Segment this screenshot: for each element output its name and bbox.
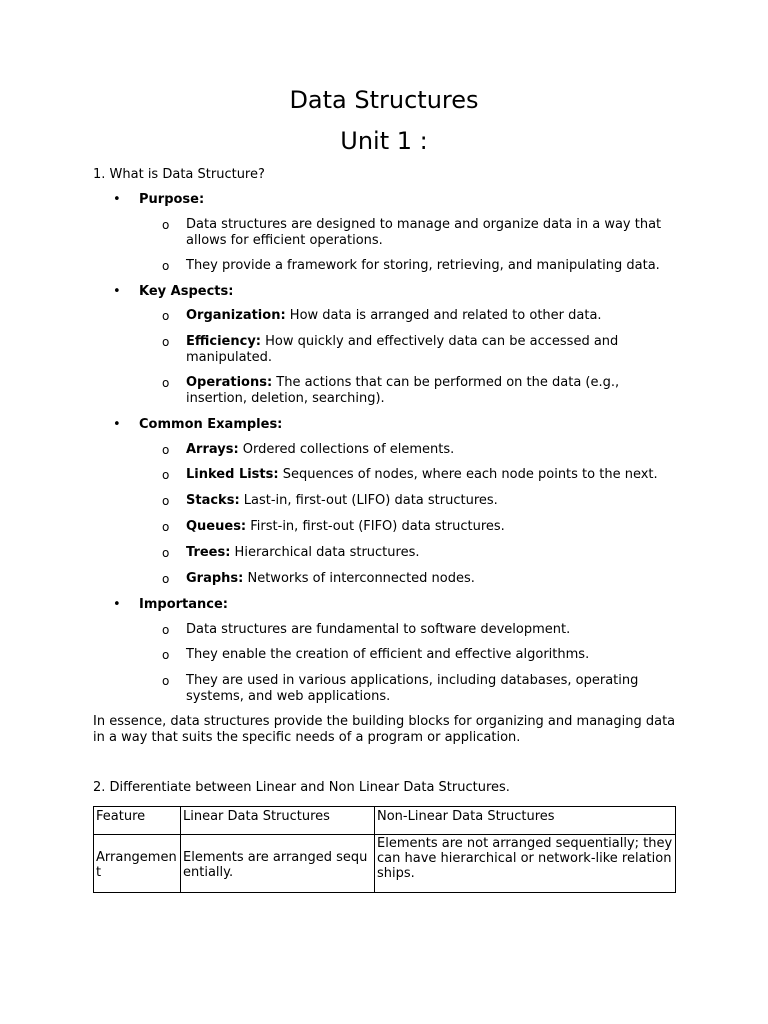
list-item-term: Arrays:	[186, 442, 239, 457]
sub-bullet-marker: o	[162, 520, 170, 534]
list-item	[186, 258, 666, 274]
list-item-term: Efficiency:	[186, 334, 261, 349]
list-item	[186, 442, 666, 458]
list-item-text: They provide a framework for storing, retrieving, and manipulating data.	[186, 258, 660, 273]
list-item-term: Stacks:	[186, 493, 240, 508]
document-title: Data Structures	[289, 86, 479, 114]
sub-bullet-marker: o	[162, 335, 170, 349]
list-item-text: They are used in various applications, including databases, operating systems, and web applications.	[186, 673, 639, 704]
sub-bullet-marker: o	[162, 376, 170, 390]
sub-bullet-marker: o	[162, 218, 170, 232]
list-item-term: Graphs:	[186, 571, 244, 586]
sub-bullet-marker: o	[162, 259, 170, 273]
list-item	[186, 334, 666, 366]
list-item	[186, 308, 666, 324]
list-item	[186, 673, 666, 705]
sub-bullet-marker: o	[162, 468, 170, 482]
list-item	[186, 519, 666, 535]
list-item-text: How quickly and effectively data can be accessed and manipulated.	[186, 334, 619, 365]
bullet-marker: •	[113, 284, 121, 299]
sub-bullet-marker: o	[162, 623, 170, 637]
table-cell: Elements are not arranged sequentially; they can have hierarchical or network-like relationships.	[375, 835, 676, 893]
unit-heading: Unit 1 :	[340, 127, 428, 155]
table-cell: Elements are arranged sequentially.	[181, 835, 375, 893]
sub-bullet-marker: o	[162, 572, 170, 586]
list-item	[186, 545, 666, 561]
list-item-term: Trees:	[186, 545, 231, 560]
sub-bullet-marker: o	[162, 494, 170, 508]
list-item	[186, 217, 666, 249]
section-heading-key-aspects: Key Aspects:	[139, 284, 234, 299]
list-item	[186, 493, 666, 509]
list-item-text: How data is arranged and related to other data.	[285, 308, 602, 323]
list-item-term: Linked Lists:	[186, 467, 279, 482]
section-heading-importance: Importance:	[139, 597, 228, 612]
sub-bullet-marker: o	[162, 674, 170, 688]
table-header-cell: Feature	[94, 807, 181, 835]
list-item	[186, 375, 666, 407]
sub-bullet-marker: o	[162, 309, 170, 323]
list-item	[186, 647, 666, 663]
list-item-text: Last-in, first-out (LIFO) data structures.	[239, 493, 498, 508]
list-item-text: Data structures are designed to manage and organize data in a way that allows for efficient operations.	[186, 217, 662, 248]
list-item-text: They enable the creation of efficient and effective algorithms.	[186, 647, 590, 662]
list-item	[186, 571, 666, 587]
table-row	[94, 835, 676, 893]
list-item-text: The actions that can be performed on the data (e.g., insertion, deletion, searching).	[186, 375, 620, 406]
list-item-text: Data structures are fundamental to software development.	[186, 622, 571, 637]
list-item-text: Ordered collections of elements.	[238, 442, 455, 457]
list-item-text: Hierarchical data structures.	[230, 545, 420, 560]
list-item-term: Queues:	[186, 519, 247, 534]
table-header-cell: Linear Data Structures	[181, 807, 375, 835]
list-item	[186, 467, 666, 483]
section-heading-common-examples: Common Examples:	[139, 417, 283, 432]
sub-bullet-marker: o	[162, 546, 170, 560]
table-header-cell: Non-Linear Data Structures	[375, 807, 676, 835]
question-1: 1. What is Data Structure?	[93, 167, 265, 182]
list-item-term: Organization:	[186, 308, 286, 323]
list-item-term: Operations:	[186, 375, 273, 390]
bullet-marker: •	[113, 192, 121, 207]
section-heading-purpose: Purpose:	[139, 192, 205, 207]
comparison-table	[93, 806, 676, 893]
sub-bullet-marker: o	[162, 648, 170, 662]
list-item-text: Networks of interconnected nodes.	[243, 571, 475, 586]
question-2: 2. Differentiate between Linear and Non Linear Data Structures.	[93, 780, 510, 795]
list-item-text: Sequences of nodes, where each node points to the next.	[278, 467, 658, 482]
list-item-text: First-in, first-out (FIFO) data structures.	[246, 519, 505, 534]
list-item	[186, 622, 666, 638]
sub-bullet-marker: o	[162, 443, 170, 457]
bullet-marker: •	[113, 417, 121, 432]
table-cell: Arrangement	[94, 835, 181, 893]
bullet-marker: •	[113, 597, 121, 612]
table-header-row	[94, 807, 676, 835]
summary-paragraph: In essence, data structures provide the building blocks for organizing and managing data in a way that suits the specific needs of a program or application.	[93, 714, 676, 745]
